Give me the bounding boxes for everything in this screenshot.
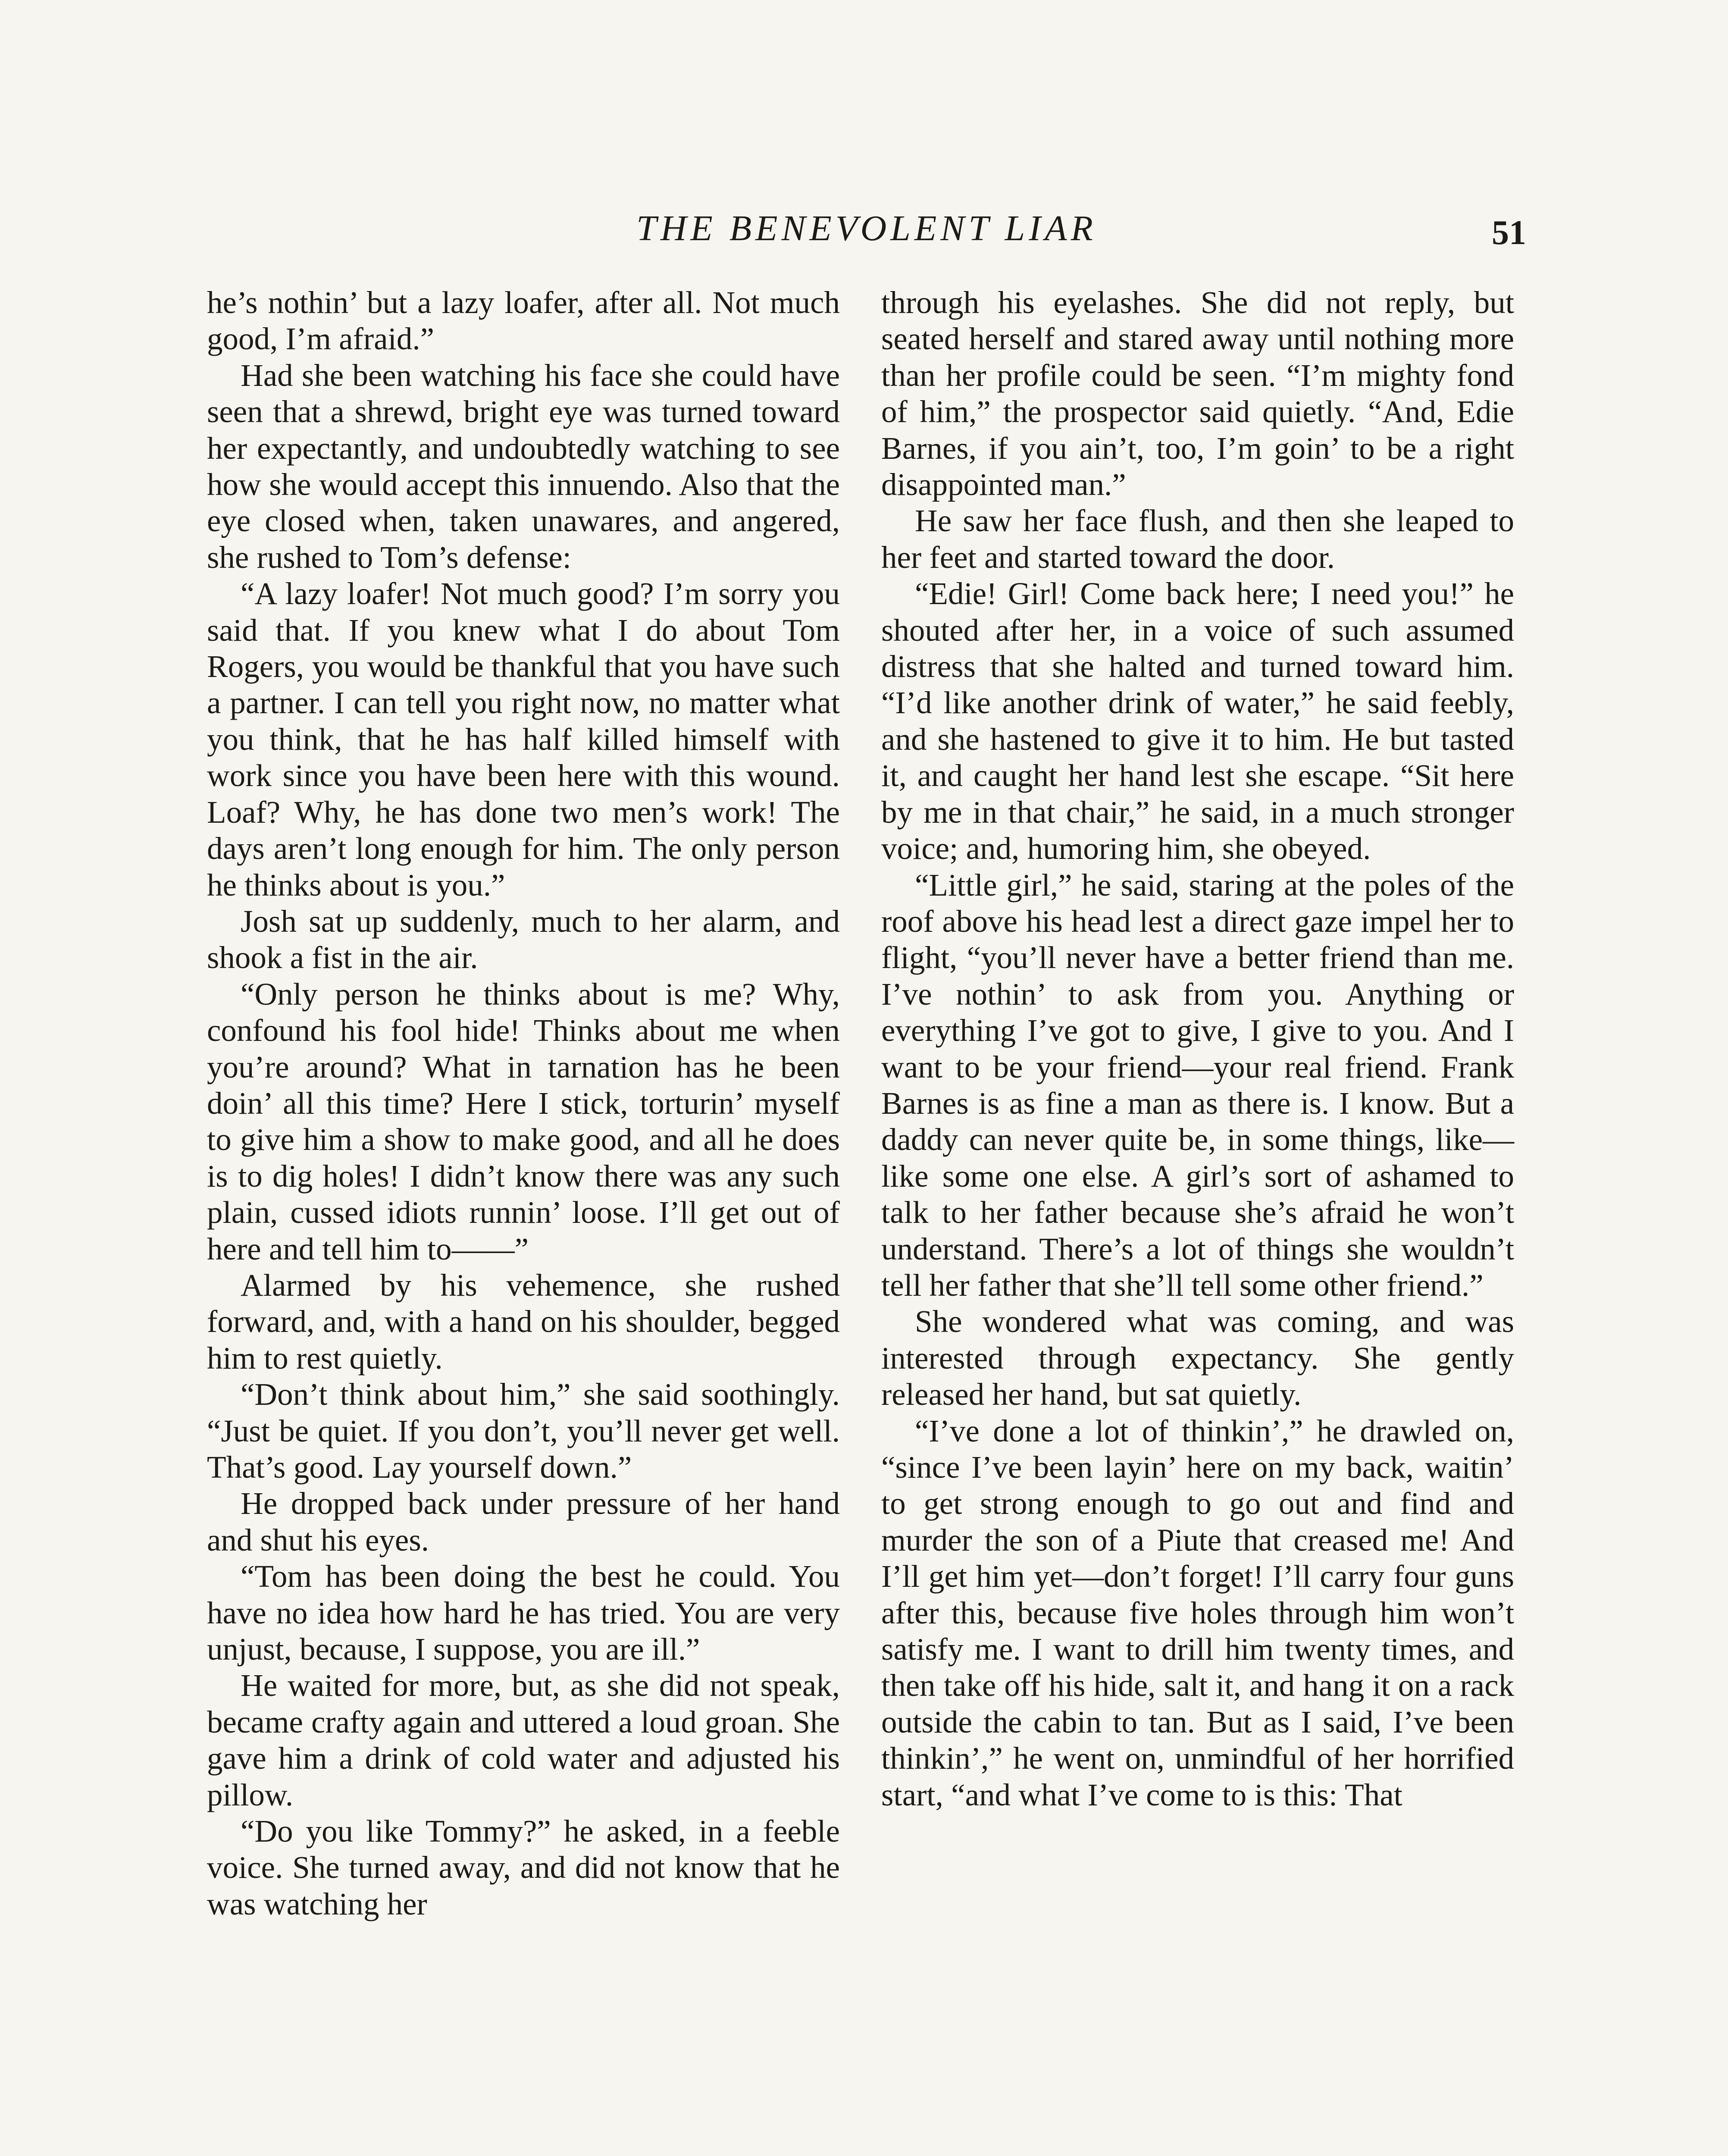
- paragraph: Had she been watching his face she could have seen that a shrewd, bright eye was turned toward her expectantly, and undoubtedly watching to see how she would accept this innuendo. Also that the eye closed when, taken unawares, and angered, she rushed to Tom’s defense:: [207, 357, 840, 575]
- paragraph: He dropped back under pressure of her hand and shut his eyes.: [207, 1486, 840, 1557]
- running-head: [207, 203, 1526, 254]
- paragraph: he’s nothin’ but a lazy loafer, after all. Not much good, I’m afraid.”: [207, 285, 840, 357]
- paragraph: “Do you like Tommy?” he asked, in a feeble voice. She turned away, and did not know that he was watching her: [207, 1814, 840, 1921]
- paragraph: He waited for more, but, as she did not speak, became crafty again and uttered a loud groan. She gave him a drink of cold water and adjusted his pillow.: [207, 1668, 840, 1812]
- paragraph: “Only person he thinks about is me? Why, confound his fool hide! Thinks about me when you’re around? What in tarnation has he been doin’ all this time? Here I stick, torturin’ myself to give him a show to make good, and all he does is to dig holes! I didn’t know there was any such plain, cussed idiots runnin’ loose. I’ll get out of here and tell him to——”: [207, 976, 840, 1266]
- running-title: THE BENEVOLENT LIAR: [636, 208, 1097, 248]
- paragraph: “Little girl,” he said, staring at the poles of the roof above his head lest a direct gaze impel her to flight, “you’ll never have a better friend than me. I’ve nothin’ to ask from you. Anything or everything I’ve got to give, I give to you. And I want to be your friend—your real friend. Frank Barnes is as fine a man as there is. I know. But a daddy can never quite be, in some things, like—like some one else. A girl’s sort of ashamed to talk to her father because she’s afraid he won’t understand. There’s a lot of things she wouldn’t tell her father that she’ll tell some other friend.”: [881, 867, 1514, 1303]
- paragraph: “Tom has been doing the best he could. You have no idea how hard he has tried. You are very unjust, because, I suppose, you are ill.”: [207, 1559, 840, 1667]
- paragraph: She wondered what was coming, and was interested through expectancy. She gently released her hand, but sat quietly.: [881, 1304, 1514, 1412]
- paragraph: Josh sat up suddenly, much to her alarm, and shook a fist in the air.: [207, 903, 840, 975]
- paragraph: “A lazy loafer! Not much good? I’m sorry you said that. If you knew what I do about Tom Rogers, you would be thankful that you have such a partner. I can tell you right now, no matter what you think, that he has half killed himself with work since you have been here with this wound. Loaf? Why, he has done two men’s work! The days aren’t long enough for him. The only person he thinks about is you.”: [207, 576, 840, 903]
- paragraph: “I’ve done a lot of thinkin’,” he drawled on, “since I’ve been layin’ here on my back, waitin’ to get strong enough to go out and find and murder the son of a Piute that creased me! And I’ll get him yet—don’t forget! I’ll carry four guns after this, because five holes through him won’t satisfy me. I want to drill him twenty times, and then take off his hide, salt it, and hang it on a rack outside the cabin to tan. But as I said, I’ve been thinkin’,” he went on, unmindful of her horrified start, “and what I’ve come to is this: That: [881, 1413, 1514, 1812]
- paragraph: “Edie! Girl! Come back here; I need you!” he shouted after her, in a voice of such assumed distress that she halted and turned toward him. “I’d like another drink of water,” he said feebly, and she hastened to give it to him. He but tasted it, and caught her hand lest she escape. “Sit here by me in that chair,” he said, in a much stronger voice; and, humoring him, she obeyed.: [881, 576, 1514, 866]
- paragraph: He saw her face flush, and then she leaped to her feet and started toward the door.: [881, 503, 1514, 575]
- paragraph: Alarmed by his vehemence, she rushed forward, and, with a hand on his shoulder, begged him to rest quietly.: [207, 1267, 840, 1376]
- page-number: 51: [1492, 214, 1526, 252]
- left-column: [207, 285, 840, 1922]
- paragraph: “Don’t think about him,” she said soothingly. “Just be quiet. If you don’t, you’ll never get well. That’s good. Lay yourself down.”: [207, 1377, 840, 1485]
- paragraph: through his eyelashes. She did not reply, but seated herself and stared away until nothing more than her profile could be seen. “I’m mighty fond of him,” the prospector said quietly. “And, Edie Barnes, if you ain’t, too, I’m goin’ to be a right disappointed man.”: [881, 285, 1514, 502]
- right-column: [881, 285, 1514, 1813]
